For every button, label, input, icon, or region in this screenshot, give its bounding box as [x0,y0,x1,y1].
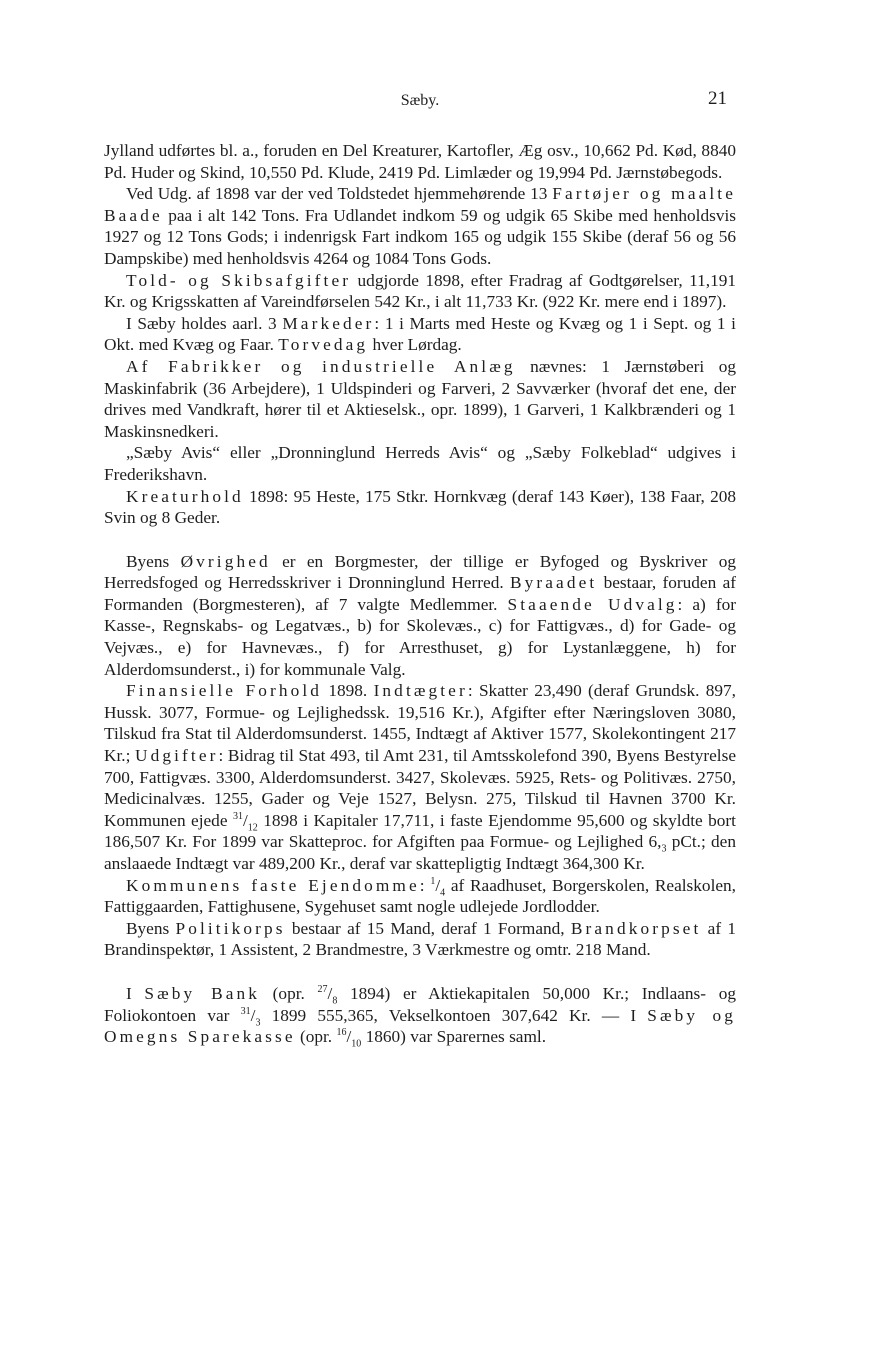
spaced-term: Politikorps [175,918,286,938]
running-title: Sæby. [400,92,440,109]
paragraph [104,183,736,269]
spaced-term: Kommunens faste Ejendomme [126,875,420,895]
fraction-part: 4 [440,887,446,899]
text-run: / [435,875,441,895]
text-run: 1898 i Kapitaler 17,711, i faste Ejendomme 95,600 og skyldte bort 186,507 Kr. For 1899 var Skatteproc. for Afgiften paa Formue- og Lejlighed 6, [104,810,736,852]
text-run: paa i alt 142 Tons. Fra Udlandet indkom 59 og udgik 65 Skibe med henholdsvis 1927 og 12 Tons Gods; i indenrigsk Fart indkom 165 og udgik 155 Skibe (deraf 56 og 56 Dampskibe) med henholdsvis 4264 og 1084 Tons Gods. [104,205,736,268]
paragraph [104,875,736,918]
text-run: Jylland udførtes bl. a., foruden en Del Kreaturer, Kartofler, Æg osv., 10,662 Pd. Kød, 8840 Pd. Huder og Skind, 10,550 Pd. Klude, 2419 Pd. Limlæder og 19,994 Pd. Jærnstøbegods. [104,141,736,182]
fraction-part: 31 [232,811,243,823]
section-gap [104,961,736,983]
text-run: / [250,1005,256,1025]
text-run: : 1 i Marts med Heste og Kvæg og 1 i Sept. og 1 i Okt. med Kvæg og Faar. [104,313,736,355]
text-run: af Raadhuset, Borgerskolen, Realskolen, Fattiggaarden, Fattighusene, Sygehuset samt nogle udlejede Jordlodder. [104,875,737,917]
paragraph [104,551,736,681]
text-run: 1894) er Aktiekapitalen 50,000 Kr.; Indlaans- og Foliokontoen var [104,983,736,1025]
text-run: / [242,810,248,830]
text-run: bestaar, foruden af Formanden (Borgmesteren), af 7 valgte Medlemmer. [104,573,736,614]
fraction-part: 16 [336,1027,347,1039]
text-run: / [327,983,333,1003]
fraction-part: 31 [240,1005,251,1017]
spaced-term: Kreaturhold [126,486,244,506]
text-run: / [346,1027,352,1047]
spaced-term: Told- og Skibsafgifter [126,270,352,290]
spaced-term: Torvedag [278,335,369,355]
fraction-part: 12 [247,822,258,834]
page-body [104,140,736,1048]
text-run: Byens [126,551,181,571]
fraction-part: 1 [430,875,436,887]
text-run: 1898: 95 Heste, 175 Stkr. Hornkvæg (deraf 143 Køer), 138 Faar, 208 Svin og 8 Geder. [104,486,736,528]
text-run: Byens [126,918,176,938]
text-run: : Skatter 23,490 (deraf Grundsk. 897, Hussk. 3077, Formue- og Lejlighedssk. 19,516 Kr.), Afgifter efter Næringsloven 3080, Tilskud fra Stat til Alderdomsunderst. 1455, Indtægt af Aktiver 1577, Skolekontingent 217 Kr.; [104,681,736,766]
spaced-term: Udgifter [135,746,219,766]
text-run: nævnes: 1 Jærnstøberi og Maskinfabrik (36 Arbejdere), 1 Uldspinderi og Farveri, 2 Savværker (hvoraf det ene, der drives med Vandkraft, hører til et Aktieselsk., opr. 1899), 1 Garveri, 1 Kalkbrænderi og 1 Maskinsnedkeri. [104,356,736,441]
text-run: af 1 Brandinspektør, 1 Assistent, 2 Brandmestre, 3 Værkmestre og omtr. 218 Mand. [104,918,736,960]
text-run: udgjorde 1898, efter Fradrag af Godtgørelser, 11,191 Kr. og Krigsskatten af Vareindførselen 542 Kr., i alt 11,733 Kr. (922 Kr. mere end i 1897). [104,270,736,312]
text-run: „Sæby Avis“ eller „Dronninglund Herreds Avis“ og „Sæby Folkeblad“ udgives i Frederikshavn. [104,443,736,484]
text-run: Ved Udg. af 1898 var der ved Toldstedet hjemmehørende 13 [126,184,553,204]
text-run: er en Borgmester, der tillige er Byfoged og Byskriver og Herredsfoged og Herredsskriver i Dronninglund Herred. [104,551,736,593]
section-gap [104,529,736,551]
spaced-term: Sæby Bank [144,983,261,1003]
fraction-part: 27 [317,984,328,996]
text-run: I [126,983,145,1003]
paragraph [104,140,736,183]
page-number: 21 [708,88,727,109]
paragraph [104,270,736,313]
running-head [0,88,880,114]
fraction-part: 3 [661,843,667,855]
text-run: : Bidrag til Stat 493, til Amt 231, til Amtsskolefond 390, Byens Bestyrelse 700, Fattigvæs. 3300, Alderdomsunderst. 3427, Skolevæs. 5925, Rets- og Politivæs. 2750, Medicinalvæs. 1255, Gader og Veje 1527, Belysn. 275, Tilskud til Havnen 3700 Kr. Kommunen ejede [104,746,736,830]
text-run: 1860) var Sparernes saml. [361,1027,547,1047]
spaced-term: Staaende Udvalg [507,594,678,614]
paragraph [104,680,736,874]
text-run: I Sæby holdes aarl. 3 [126,313,283,333]
spaced-term: Brandkorpset [570,918,702,938]
paragraph [104,486,736,529]
text-run: : [419,875,431,895]
spaced-term: Af Fabrikker og industrielle Anlæg [126,356,516,376]
paragraph [104,918,736,961]
paragraph [104,356,736,442]
spaced-term: Finansielle Forhold [126,681,323,701]
text-run: (opr. [295,1027,337,1047]
paragraph [104,983,736,1048]
text-run: : a) for Kasse-, Regnskabs- og Legatvæs., b) for Skolevæs., c) for Fattigvæs., d) for Gade- og Vejvæs., e) for Havnevæs., f) for Arresthuset, g) for Lystanlæggene, h) for Alderdomsunderst., i) for kommunale Valg. [104,594,736,679]
spaced-term: Øvrighed [180,551,271,571]
text-run: 1899 555,365, Vekselkontoen 307,642 Kr. — I [260,1005,648,1025]
spaced-term: Sæby og Omegns Sparekasse [104,1005,736,1047]
text-run: pCt.; den anslaaede Indtægt var 489,200 Kr., deraf var skattepligtig Indtægt 364,300 Kr. [104,832,736,873]
fraction-part: 3 [255,1017,261,1029]
spaced-term: Byraadet [510,573,598,593]
spaced-term: Markeder [282,313,375,333]
text-run: hver Lørdag. [368,335,462,355]
spaced-term: Fartøjer og maalte Baade [104,184,736,225]
text-run: 1898. [322,681,374,701]
text-run: bestaar af 15 Mand, deraf 1 Formand, [285,918,571,938]
paragraph [104,313,736,356]
paragraph [104,442,736,485]
fraction-part: 8 [332,995,338,1007]
spaced-term: Indtægter [373,681,468,701]
fraction-part: 10 [351,1038,362,1050]
text-run: (opr. [260,983,318,1003]
